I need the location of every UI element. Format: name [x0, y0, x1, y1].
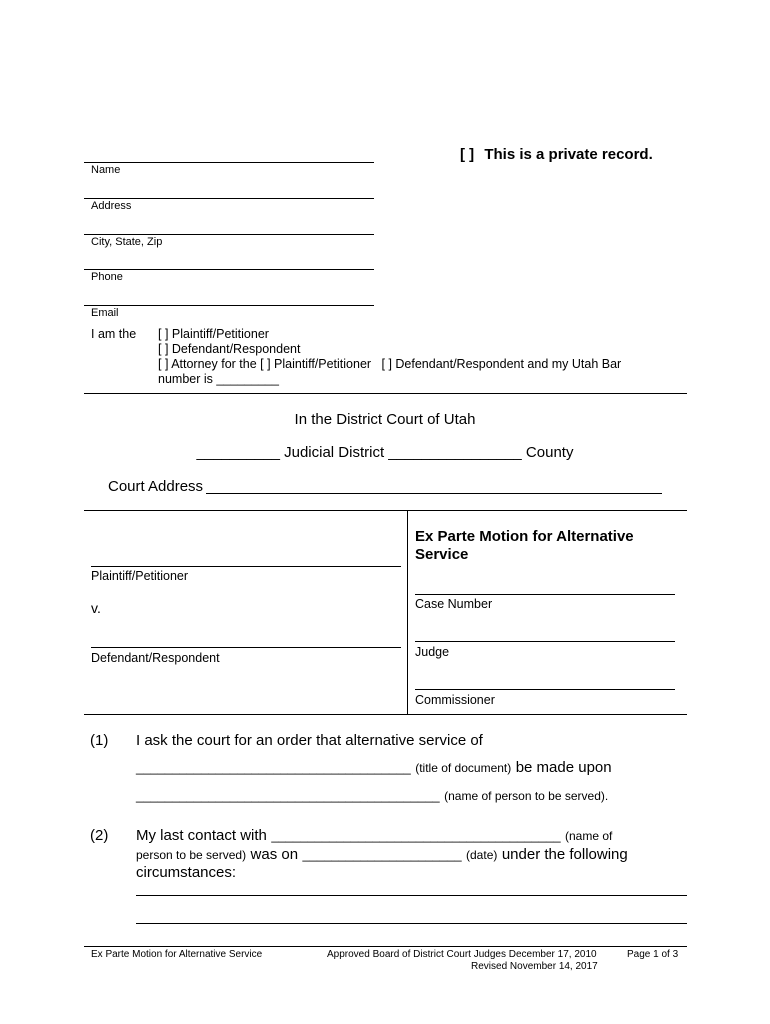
phone-label: Phone: [91, 271, 123, 283]
footer-divider: [84, 946, 687, 947]
judge-line[interactable]: [415, 641, 675, 642]
email-line[interactable]: [84, 305, 374, 306]
plaintiff-line[interactable]: [91, 566, 401, 567]
title-of-document-hint: (title of document): [415, 761, 512, 775]
motion-title: Ex Parte Motion for Alternative Service: [415, 528, 634, 563]
case-number-line[interactable]: [415, 594, 675, 595]
person-to-be-served-hint-2: person to be served): [136, 848, 247, 862]
phone-line[interactable]: [84, 269, 374, 270]
be-made-upon-text: be made upon: [515, 759, 612, 776]
person-to-be-served-blank[interactable]: __________________________________________: [136, 788, 440, 803]
footer-page-number: Page 1 of 3: [627, 949, 679, 960]
case-number-label: Case Number: [415, 597, 493, 611]
role-option-plaintiff[interactable]: [ ] Plaintiff/Petitioner: [158, 327, 269, 341]
was-on-text: was on: [250, 846, 299, 863]
caption-vertical-divider: [407, 510, 408, 714]
item-1-line-2: [136, 759, 612, 777]
i-am-the-label: I am the: [91, 327, 137, 341]
contact-date-blank[interactable]: ______________________: [302, 847, 462, 862]
name-of-hint: (name of: [565, 829, 613, 843]
footer-form-title: Ex Parte Motion for Alternative Service: [91, 949, 263, 960]
last-contact-name-blank[interactable]: ________________________________________: [271, 828, 561, 843]
under-following-text: under the following: [501, 846, 628, 863]
versus-text: v.: [91, 600, 101, 616]
circumstances-line-1[interactable]: [136, 895, 687, 896]
private-record-checkbox[interactable]: [ ]: [460, 146, 475, 163]
item-1-line-3: [136, 787, 608, 805]
court-heading: In the District Court of Utah: [294, 411, 476, 428]
commissioner-line[interactable]: [415, 689, 675, 690]
name-label: Name: [91, 164, 121, 176]
address-label: Address: [91, 200, 132, 212]
commissioner-label: Commissioner: [415, 693, 495, 707]
date-hint: (date): [466, 848, 498, 862]
circumstances-line-2[interactable]: [136, 923, 687, 924]
bar-number-line[interactable]: number is _________: [158, 372, 279, 386]
address-line[interactable]: [84, 198, 374, 199]
court-address-label: Court Address: [108, 478, 204, 495]
private-record-checkbox-row: [460, 146, 653, 163]
city-state-zip-label: City, State, Zip: [91, 236, 163, 248]
judicial-district-county[interactable]: __________ Judicial District ________________ County: [196, 444, 574, 461]
circumstances-text: circumstances:: [136, 864, 237, 881]
item-2-line-2: [136, 846, 628, 864]
defendant-label: Defendant/Respondent: [91, 651, 220, 665]
item-2-line-1: [136, 827, 612, 845]
caption-top-border: [84, 510, 687, 511]
email-label: Email: [91, 307, 119, 319]
item-1-text: I ask the court for an order that alternative service of: [136, 732, 483, 749]
role-option-attorney[interactable]: [ ] Attorney for the [ ] Plaintiff/Petitioner [ ] Defendant/Respondent and my Utah Bar: [158, 357, 622, 371]
item-1-number: (1): [90, 732, 109, 749]
item-2-number: (2): [90, 827, 109, 844]
last-contact-text: My last contact with: [136, 827, 267, 844]
name-line[interactable]: [84, 162, 374, 163]
defendant-line[interactable]: [91, 647, 401, 648]
footer-revised: Revised November 14, 2017: [471, 961, 598, 972]
judge-label: Judge: [415, 645, 450, 659]
title-of-document-blank[interactable]: ______________________________________: [136, 760, 411, 775]
court-address-line[interactable]: [206, 493, 662, 494]
caption-bottom-border: [84, 714, 687, 715]
plaintiff-label: Plaintiff/Petitioner: [91, 569, 189, 583]
role-option-defendant[interactable]: [ ] Defendant/Respondent: [158, 342, 301, 356]
private-record-label: This is a private record.: [484, 146, 653, 163]
section-divider-top: [84, 393, 687, 394]
footer-approved: Approved Board of District Court Judges December 17, 2010: [327, 949, 597, 960]
city-state-zip-line[interactable]: [84, 234, 374, 235]
person-to-be-served-hint: (name of person to be served).: [444, 789, 609, 803]
